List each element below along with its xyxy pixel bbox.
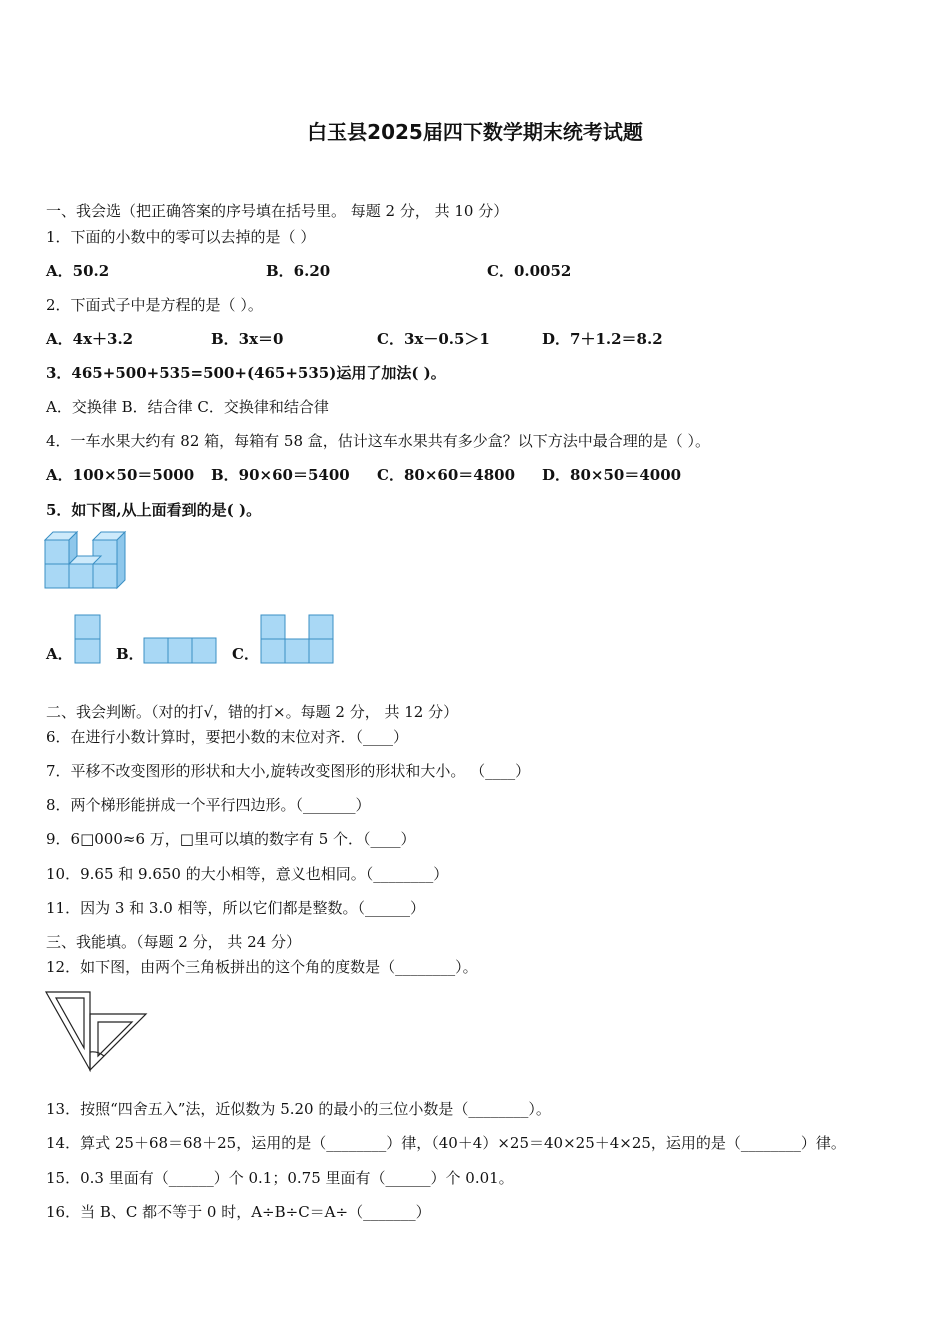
question-6: 6．在进行小数计算时，要把小数的末位对齐．（____）: [46, 728, 409, 746]
question-15: 15．0.3 里面有（______）个 0.1；0.75 里面有（______）个 0.01。: [46, 1169, 514, 1187]
question-11: 11．因为 3 和 3.0 相等，所以它们都是整数。（______）: [46, 899, 426, 917]
q2-option-b: B．3x＝0: [211, 330, 284, 348]
q4-option-d: D．80×50＝4000: [542, 466, 682, 484]
question-2: 2．下面式子中是方程的是（ ）。: [46, 296, 263, 314]
question-14: 14．算式 25＋68＝68＋25，运用的是（________）律，（40＋4）×25＝40×25＋4×25，运用的是（________）律。: [46, 1134, 846, 1152]
question-13: 13．按照“四舍五入”法，近似数为 5.20 的最小的三位小数是（________）。: [46, 1100, 551, 1118]
question-12: 12．如下图，由两个三角板拼出的这个角的度数是（________）。: [46, 958, 478, 976]
question-1: 1．下面的小数中的零可以去掉的是（ ）: [46, 228, 316, 246]
q5-option-a-figure: [74, 614, 102, 666]
q1-option-b: B．6.20: [266, 262, 331, 280]
q4-option-c: C．80×60＝4800: [377, 466, 516, 484]
question-3: 3．465+500+535=500+(465+535)运用了加法( )。: [46, 364, 446, 382]
q2-option-d: D．7＋1.2＝8.2: [542, 330, 663, 348]
q5-option-c-label: C．: [232, 645, 259, 663]
q2-option-c: C．3x－0.5＞1: [377, 330, 490, 348]
q4-option-a: A．100×50＝5000: [46, 466, 195, 484]
q4-option-b: B．90×60＝5400: [211, 466, 350, 484]
cube-solid-figure: [44, 530, 128, 590]
question-8: 8．两个梯形能拼成一个平行四边形。（_______）: [46, 796, 371, 814]
page-title: 白玉县2025届四下数学期末统考试题: [307, 120, 643, 144]
q1-option-a: A．50.2: [46, 262, 110, 280]
question-9: 9．6□000≈6 万，□里可以填的数字有 5 个．（____）: [46, 830, 416, 848]
section-3-heading: 三、我能填。（每题 2 分， 共 24 分）: [46, 933, 301, 951]
set-squares-figure: [44, 990, 150, 1074]
section-2-heading: 二、我会判断。（对的打√，错的打×。每题 2 分， 共 12 分）: [46, 703, 459, 721]
q5-option-b-figure: [143, 637, 219, 665]
section-1-heading: 一、我会选（把正确答案的序号填在括号里。 每题 2 分， 共 10 分）: [46, 202, 509, 220]
question-4: 4．一车水果大约有 82 箱，每箱有 58 盒，估计这车水果共有多少盒？以下方法中最合理的是（ ）。: [46, 432, 711, 450]
q3-options: A．交换律 B．结合律 C．交换律和结合律: [46, 398, 329, 416]
question-10: 10．9.65 和 9.650 的大小相等，意义也相同。（________）: [46, 865, 449, 883]
question-16: 16．当 B、C 都不等于 0 时，A÷B÷C＝A÷（_______）: [46, 1203, 431, 1221]
question-7: 7．平移不改变图形的形状和大小,旋转改变图形的形状和大小。 （____）: [46, 762, 531, 780]
q5-option-b-label: B．: [116, 645, 144, 663]
question-5: 5．如下图,从上面看到的是( )。: [46, 501, 262, 519]
q5-option-c-figure: [260, 614, 336, 666]
q5-option-a-label: A．: [46, 645, 73, 663]
q2-option-a: A．4x＋3.2: [46, 330, 134, 348]
q1-option-c: C．0.0052: [487, 262, 572, 280]
